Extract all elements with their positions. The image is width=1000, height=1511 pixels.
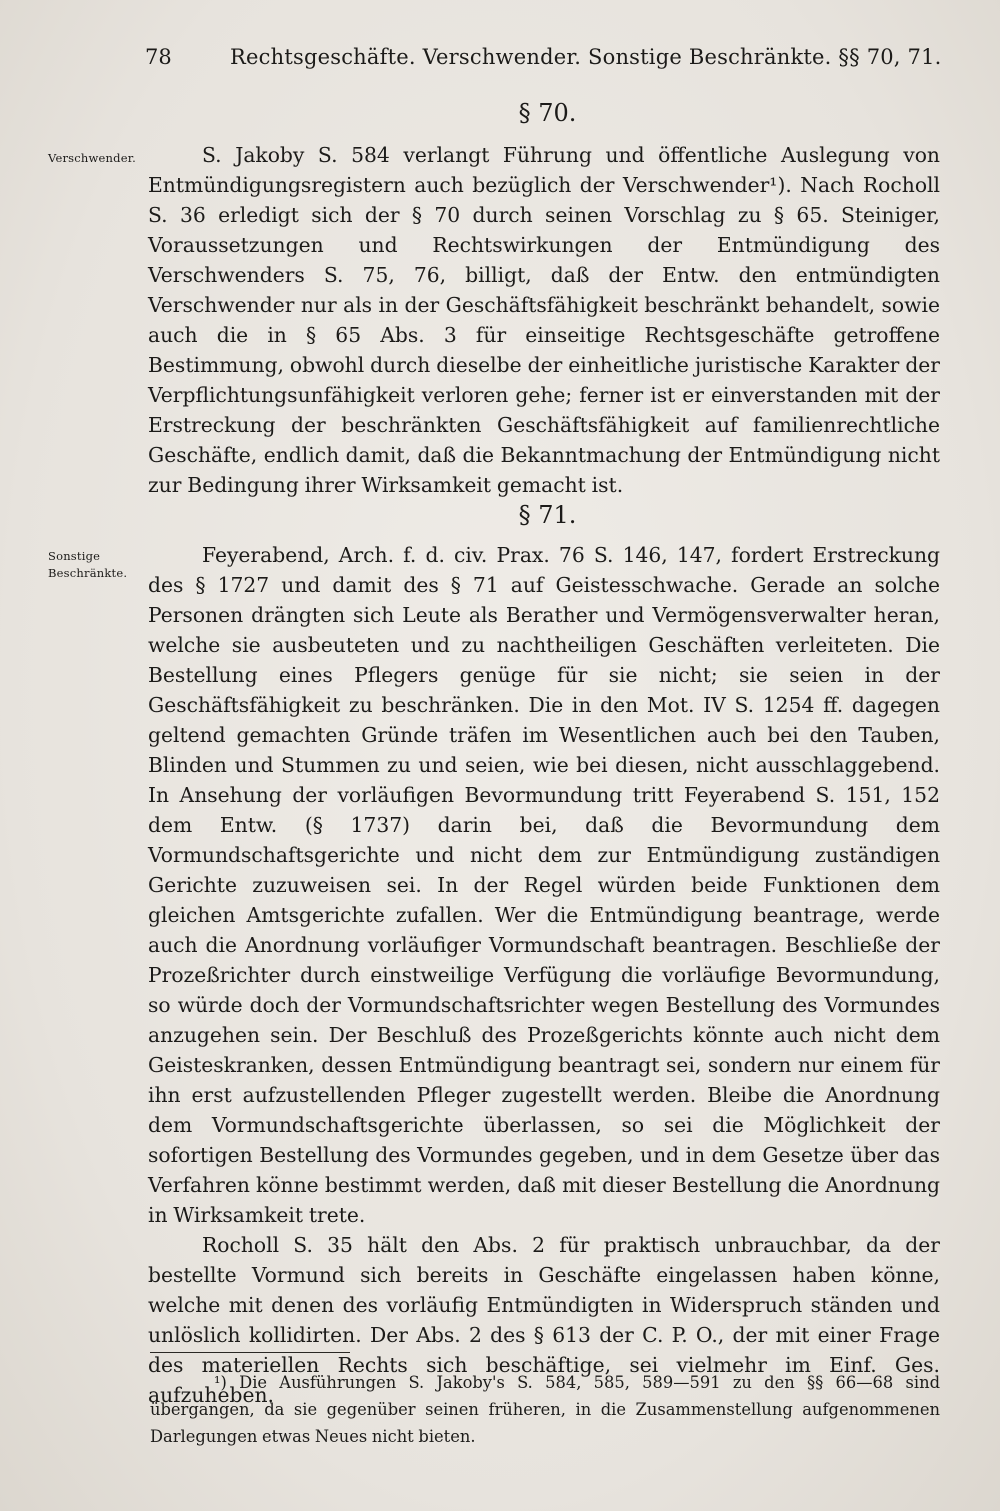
section-71-paragraph-1: Feyerabend, Arch. f. d. civ. Prax. 76 S. 146, 147, fordert Erstreckung des § 1727 und damit des § 71 auf Geistesschwache. Gerade an solche Personen drängten sich Leute als Berather und Vermögensverwalter heran, welche sie ausbeuteten und zu nachtheiligen Geschäften verleiteten. Die Bestellung eines Pflegers genüge für sie nicht; sie seien in der Geschäftsfähigkeit zu beschränken. Die in den Mot. IV S. 1254 ff. dagegen geltend gemachten Gründe träfen im Wesentlichen auch bei den Tauben, Blinden und Stummen zu und seien, wie bei diesen, nicht ausschlaggebend. In Ansehung der vorläufigen Bevormundung tritt Feyerabend S. 151, 152 dem Entw. (§ 1737) darin bei, daß die Bevormundung dem Vormundschaftsgerichte und nicht dem zur Entmündigung zuständigen Gerichte zuzuweisen sei. In der Regel würden beide Funktionen dem gleichen Amtsgerichte zufallen. Wer die Entmündigung beantrage, werde auch die Anordnung vorläufiger Vormundschaft beantragen. Beschließe der Prozeßrichter durch einstweilige Verfügung die vorläufige Bevormundung, so würde doch der Vormundschaftsrichter wegen Bestellung des Vormundes anzugehen sein. Der Beschluß des Prozeßgerichts könnte auch nicht dem Geisteskranken, dessen Entmündigung beantragt sei, sondern nur einem für ihn erst aufzustellenden Pfleger zugestellt werden. Bleibe die Anordnung dem Vormundschaftsgerichte überlassen, so sei die Möglichkeit der sofortigen Bestellung des Vormundes gegeben, und in dem Gesetze über das Verfahren könne bestimmt werden, daß mit dieser Bestellung die Anordnung in Wirksamkeit trete.: [148, 543, 940, 1227]
page-number: 78: [145, 45, 172, 69]
section-71-paragraph-2: Rocholl S. 35 hält den Abs. 2 für praktisch unbrauchbar, da der bestellte Vormund sich bereits in Geschäfte eingelassen haben könne, welche mit denen des vorläufig Entmündigten in Widerspruch ständen und unlöslich kollidirten. Der Abs. 2 des § 613 der C. P. O., der mit einer Frage des materiellen Rechts sich beschäftige, sei vielmehr im Einf. Ges. aufzuheben.: [148, 1233, 940, 1407]
running-head: Rechtsgeschäfte. Verschwender. Sonstige Beschränkte. §§ 70, 71.: [230, 45, 942, 69]
section-70-paragraph: S. Jakoby S. 584 verlangt Führung und öffentliche Auslegung von Entmündigungsregistern auch bezüglich der Verschwender¹). Nach Rocholl S. 36 erledigt sich der § 70 durch seinen Vorschlag zu § 65. Steiniger, Voraussetzungen und Rechtswirkungen der Entmündigung des Verschwenders S. 75, 76, billigt, daß der Entw. den entmündigten Verschwender nur als in der Geschäftsfähigkeit beschränkt behandelt, sowie auch die in § 65 Abs. 3 für einseitige Rechtsgeschäfte getroffene Bestimmung, obwohl durch dieselbe der einheitliche juristische Karakter der Verpflichtungsunfähigkeit verloren gehe; ferner ist er einverstanden mit der Erstreckung der beschränkten Geschäftsfähigkeit auf familienrechtliche Geschäfte, endlich damit, daß die Bekanntmachung der Entmündigung nicht zur Bedingung ihrer Wirksamkeit gemacht ist.: [148, 143, 940, 497]
section-71-heading: § 71.: [518, 501, 577, 529]
margin-note-sonstige-beschraenkte: Sonstige Beschränkte.: [48, 549, 128, 580]
section-71-body: [148, 540, 940, 1410]
footnote-text: ¹) Die Ausführungen S. Jakoby's S. 584, 585, 589—591 zu den §§ 66—68 sind übergangen, da sie gegenüber seinen früheren, in die Zusammenstellung aufgenommenen Darlegungen etwas Neues nicht bieten.: [150, 1373, 940, 1446]
section-70-body: [148, 140, 940, 500]
margin-note-verschwender: Verschwender.: [48, 151, 137, 165]
footnote-divider: [150, 1352, 350, 1353]
page-header: [145, 40, 942, 74]
footnote: [150, 1369, 940, 1450]
section-70-heading: § 70.: [518, 99, 577, 127]
